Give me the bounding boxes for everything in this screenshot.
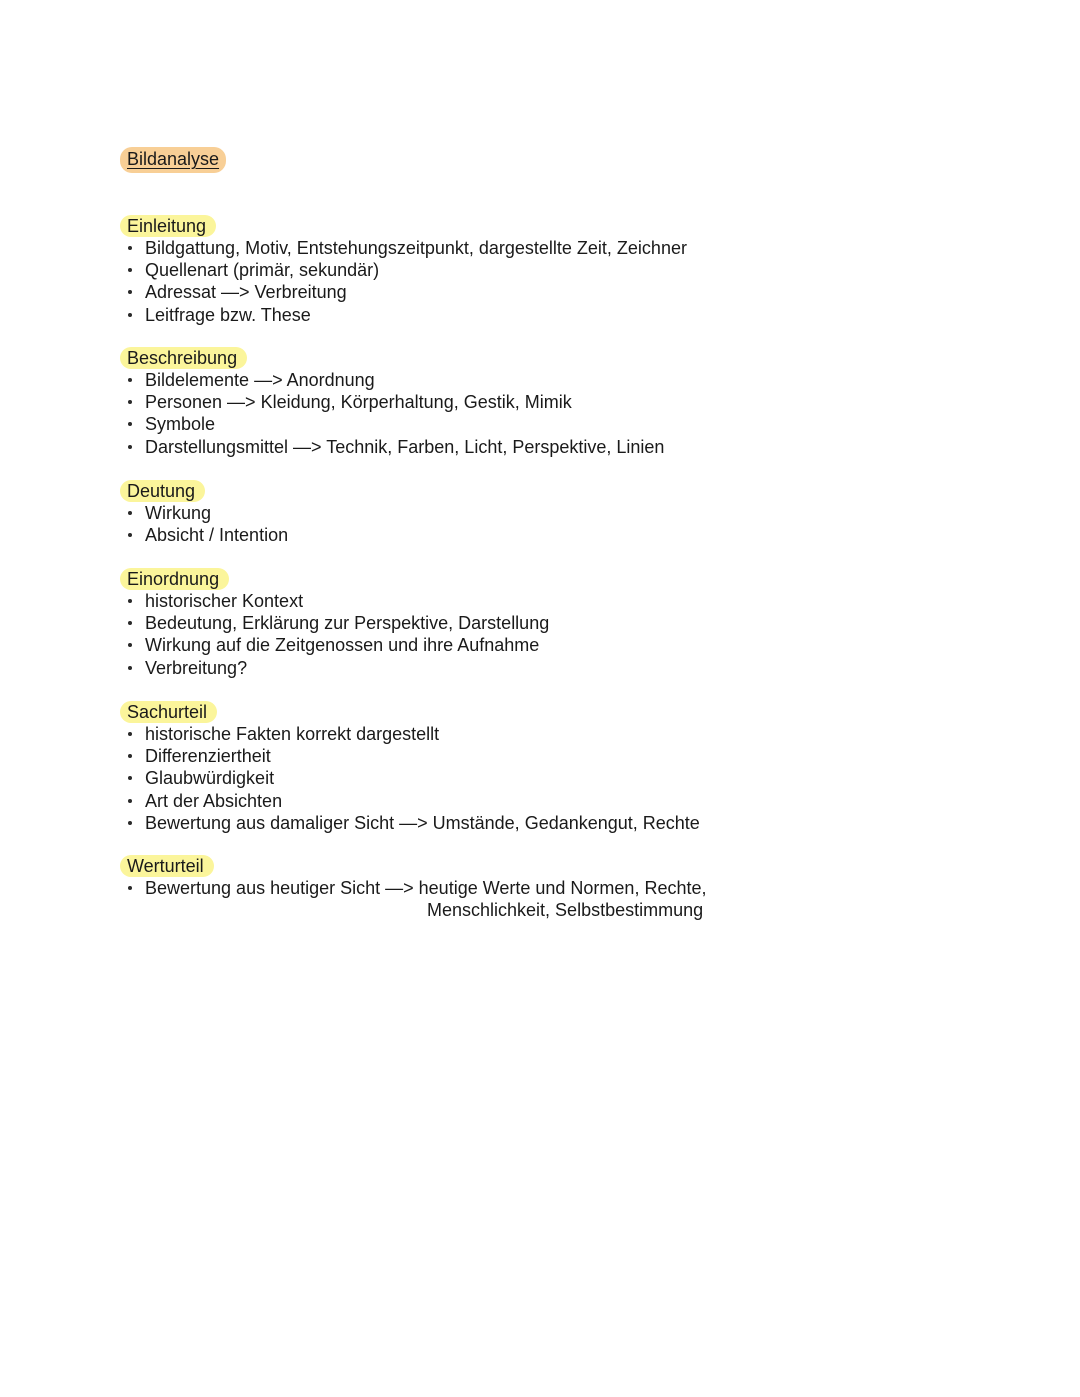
list-item <box>120 877 706 921</box>
list-item: Wirkung <box>120 502 288 524</box>
list-item: Absicht / Intention <box>120 524 288 546</box>
section-beschreibung <box>120 347 664 458</box>
section-heading: Einleitung <box>120 215 216 237</box>
list-item-text: Bewertung aus heutiger Sicht —> heutige Werte und Normen, Rechte, <box>145 878 707 898</box>
list-item: Personen —> Kleidung, Körperhaltung, Gestik, Mimik <box>120 391 664 413</box>
list-item: Bedeutung, Erklärung zur Perspektive, Darstellung <box>120 612 549 634</box>
document-title: Bildanalyse <box>120 147 226 173</box>
bullet-list <box>120 237 687 326</box>
bullet-list <box>120 877 706 921</box>
section-einordnung <box>120 568 549 679</box>
section-heading: Werturteil <box>120 855 214 877</box>
section-werturteil <box>120 855 706 921</box>
section-deutung <box>120 480 288 546</box>
section-heading: Beschreibung <box>120 347 247 369</box>
section-heading: Deutung <box>120 480 205 502</box>
section-heading: Einordnung <box>120 568 229 590</box>
list-item: Adressat —> Verbreitung <box>120 281 687 303</box>
list-item: Symbole <box>120 413 664 435</box>
list-item: historische Fakten korrekt dargestellt <box>120 723 700 745</box>
list-item: Glaubwürdigkeit <box>120 767 700 789</box>
section-sachurteil <box>120 701 700 834</box>
section-heading: Sachurteil <box>120 701 217 723</box>
list-item: Bewertung aus damaliger Sicht —> Umstände, Gedankengut, Rechte <box>120 812 700 834</box>
section-einleitung <box>120 215 687 326</box>
bullet-list <box>120 369 664 458</box>
list-item: historischer Kontext <box>120 590 549 612</box>
list-item: Verbreitung? <box>120 657 549 679</box>
list-item: Bildelemente —> Anordnung <box>120 369 664 391</box>
list-item: Art der Absichten <box>120 790 700 812</box>
list-item: Differenziertheit <box>120 745 700 767</box>
list-item-continuation: Menschlichkeit, Selbstbestimmung <box>427 900 704 921</box>
bullet-list <box>120 723 700 834</box>
list-item: Leitfrage bzw. These <box>120 304 687 326</box>
list-item: Darstellungsmittel —> Technik, Farben, Licht, Perspektive, Linien <box>120 436 664 458</box>
list-item: Wirkung auf die Zeitgenossen und ihre Aufnahme <box>120 634 549 656</box>
list-item: Quellenart (primär, sekundär) <box>120 259 687 281</box>
list-item: Bildgattung, Motiv, Entstehungszeitpunkt, dargestellte Zeit, Zeichner <box>120 237 687 259</box>
bullet-list <box>120 502 288 546</box>
bullet-list <box>120 590 549 679</box>
